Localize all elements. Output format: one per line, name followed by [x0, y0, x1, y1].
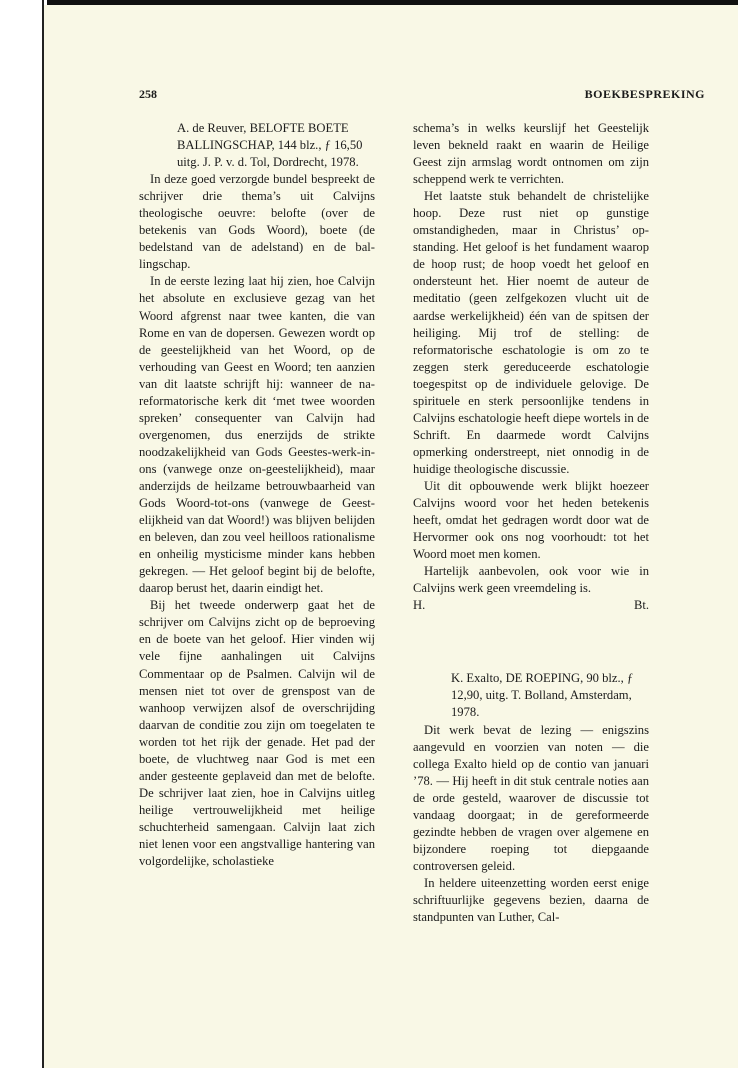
review1-paragraph: schema’s in welks keurslijf het Geestelijk leven bekneld raakt en waarin de Heilige Geest zijn armslag wordt ontnomen om zijn scheppend werk te verrichten. [413, 121, 649, 187]
book-page [44, 5, 738, 1068]
review1-citation: A. de Reuver, BELOFTE BOETE BALLINGSCHAP, 144 blz., ƒ 16,50 uitg. J. P. v. d. Tol, Dordrecht, 1978. [177, 121, 363, 170]
running-head: BOEKBESPREKING [584, 87, 705, 101]
page-number: 258 [139, 87, 157, 101]
review1-paragraph: Het laatste stuk behandelt de christelijke hoop. Deze rust niet op gunstige omstandigheden, maar in Christus’ opstanding. Het geloof is het fundament waarop de hoop rust; de hoop voedt het geloof en ondersteunt het. Hier noemt de auteur de meditatio (geen zelfgekozen vlucht uit de aardse werkelijkheid) één van de spitsen der heiliging. Mij trof de stelling: de reformatorische eschatologie is om zo te zeggen sterk gereduceerde eschatologie toegespitst op de individuele gelovige. De spirituele en sterk persoonlijke tendens in Calvijns eschatologie heeft diepe wortels in de Schrift. En daarmede wordt Calvijns opmerking onderstreept, niet onnodig in de huidige theologische discussie. [413, 189, 649, 476]
review2-paragraph: In heldere uiteenzetting worden eerst enige schriftuurlijke gegevens bezien, daarna de standpunten van Luther, Cal- [413, 875, 649, 925]
review1-signature [413, 597, 649, 614]
scan-border-left [0, 0, 47, 1068]
review2-citation: K. Exalto, DE ROEPING, 90 blz., ƒ 12,90, uitg. T. Bolland, Amsterdam, 1978. [451, 671, 634, 720]
review1-paragraph: In deze goed verzorgde bundel bespreekt de schrijver drie thema’s uit Calvijns theologische oeuvre: belofte (over de betekenis van Gods Woord), boete (de bedelstand van de adelstand) en de ballingschap. [139, 172, 375, 272]
review1-paragraph: Hartelijk aanbevolen, ook voor wie in Calvijns werk geen vreemdeling is. [413, 564, 649, 596]
review1-paragraph: Bij het tweede onderwerp gaat het de schrijver om Calvijns zicht op de beproeving en de boete van het geloof. Hier vinden wij vele fijne aanhalingen uit Calvijns Commentaar op de Psalmen. Calvijn wil de mensen niet tot over de grenspost van de wanhoop verwijzen alsof de overschrijding daarvan de conditie zou zijn om toegelaten te worden tot het rijk der genade. Het pad der boete, de vluchtweg naar God is met een ander gesteente geplaveid dan met de belofte. De schrijver laat zien, hoe in Calvijns uitleg heilige vertrouwelijkheid met heilige schuchterheid samengaan. Calvijn laat zich niet lenen voor een angstvallige hantering van volgordelijke, scholastieke [139, 598, 375, 869]
page-header [44, 87, 738, 107]
column-left [139, 120, 375, 870]
signature-name: Bt. [633, 598, 649, 613]
review1-paragraph: In de eerste lezing laat hij zien, hoe Calvijn het absolute en exclusieve gezag van het Woord afgrenst naar twee kanten, die van Rome en van de dopersen. Gewezen wordt op de geestelijkheid van het Woord, op de verhouding van Geest en Woord; ten aanzien van dit laatste schrijft hij: wanneer de na-reformatorische kerk dit ‘met twee woorden spreken’ consequenter van Calvijn had overgenomen, dus enerzijds de strikte noodzakelijkheid van Gods Geestes-werk-in-ons (vanwege onze on-geestelijkheid), maar anderzijds de heilzame betrouwbaarheid van Gods Woord-tot-ons (vanwege de Geest-elijkheid van dat Woord!) was blijven belijden en beleven, dan zou veel heilloos rationalisme en onheilig mysticisme minder kans hebben gekregen. — Het geloof begint bij de belofte, daarop berust het, daarin eindigt het. [139, 274, 375, 596]
column-right [413, 120, 649, 926]
review1-paragraph: Uit dit opbouwende werk blijkt hoezeer Calvijns woord voor het heden betekenis heeft, omdat het gedragen wordt door wat de Hervormer ook ons nog voorhoudt: tot het Woord moet men komen. [413, 478, 649, 562]
signature-initial: H. [413, 598, 426, 613]
review2-paragraph: Dit werk bevat de lezing — enigszins aangevuld en voorzien van noten — die collega Exalto hield op de contio van januari ’78. — Hij heeft in dit stuk centrale noties aan de orde gesteld, waarover de discussie tot vandaag doorgaat; in de gereformeerde gezindte hebben de vragen over algemene en bijzondere roeping tot diepgaande controversen geleid. [413, 722, 649, 873]
